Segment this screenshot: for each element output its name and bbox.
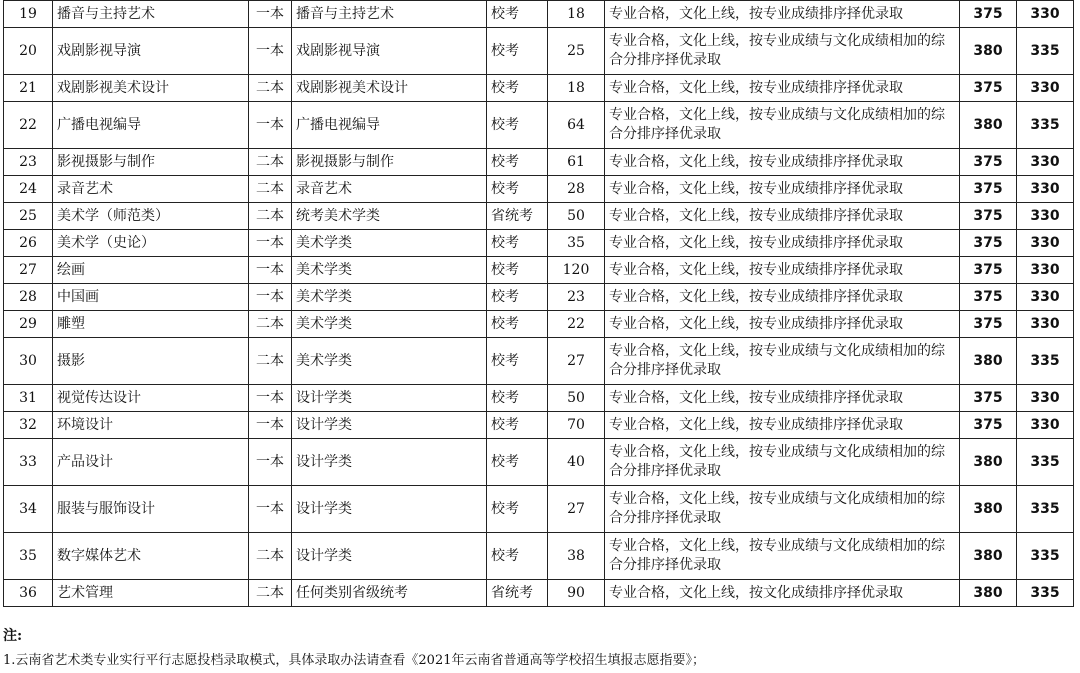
cell-s1: 375	[960, 412, 1017, 439]
table-row	[4, 257, 1074, 284]
table-row	[4, 439, 1074, 486]
cell-s2: 330	[1017, 1, 1074, 28]
table-row	[4, 230, 1074, 257]
cell-s2: 330	[1017, 75, 1074, 102]
cell-exam: 校考	[487, 439, 548, 486]
cell-plan: 90	[548, 580, 605, 607]
cell-rule: 专业合格，文化上线，按专业成绩排序择优录取	[605, 149, 960, 176]
cell-major: 美术学（史论）	[53, 230, 249, 257]
cell-exam: 校考	[487, 28, 548, 75]
cell-cat: 播音与主持艺术	[292, 1, 487, 28]
cell-major: 摄影	[53, 338, 249, 385]
cell-s2: 330	[1017, 385, 1074, 412]
notes-section	[3, 626, 1073, 672]
cell-s2: 330	[1017, 257, 1074, 284]
cell-exam: 校考	[487, 149, 548, 176]
table-row	[4, 385, 1074, 412]
cell-rule: 专业合格，文化上线，按专业成绩排序择优录取	[605, 412, 960, 439]
cell-s1: 375	[960, 385, 1017, 412]
cell-no: 19	[4, 1, 53, 28]
cell-no: 34	[4, 486, 53, 533]
table-row	[4, 580, 1074, 607]
table-row	[4, 28, 1074, 75]
cell-no: 33	[4, 439, 53, 486]
cell-no: 23	[4, 149, 53, 176]
cell-s2: 335	[1017, 580, 1074, 607]
cell-rule: 专业合格，文化上线，按专业成绩与文化成绩相加的综合分排序择优录取	[605, 439, 960, 486]
cell-no: 24	[4, 176, 53, 203]
cell-no: 27	[4, 257, 53, 284]
cell-no: 31	[4, 385, 53, 412]
cell-s2: 335	[1017, 486, 1074, 533]
cell-rule: 专业合格，文化上线，按专业成绩排序择优录取	[605, 257, 960, 284]
cell-rule: 专业合格，文化上线，按专业成绩与文化成绩相加的综合分排序择优录取	[605, 486, 960, 533]
cell-exam: 校考	[487, 176, 548, 203]
cell-rule: 专业合格，文化上线，按专业成绩排序择优录取	[605, 1, 960, 28]
cell-cat: 美术学类	[292, 284, 487, 311]
table-row	[4, 149, 1074, 176]
cell-plan: 50	[548, 385, 605, 412]
cell-rule: 专业合格，文化上线，按专业成绩排序择优录取	[605, 75, 960, 102]
cell-s2: 330	[1017, 311, 1074, 338]
cell-cat: 录音艺术	[292, 176, 487, 203]
cell-rule: 专业合格，文化上线，按专业成绩与文化成绩相加的综合分排序择优录取	[605, 338, 960, 385]
cell-batch: 二本	[249, 311, 292, 338]
cell-no: 32	[4, 412, 53, 439]
cell-rule: 专业合格，文化上线，按专业成绩排序择优录取	[605, 230, 960, 257]
cell-plan: 25	[548, 28, 605, 75]
cell-no: 36	[4, 580, 53, 607]
cell-plan: 28	[548, 176, 605, 203]
cell-major: 视觉传达设计	[53, 385, 249, 412]
cell-no: 22	[4, 102, 53, 149]
cell-s2: 335	[1017, 439, 1074, 486]
cell-exam: 校考	[487, 102, 548, 149]
cell-cat: 戏剧影视导演	[292, 28, 487, 75]
table-body	[4, 1, 1074, 607]
table-row	[4, 533, 1074, 580]
cell-plan: 35	[548, 230, 605, 257]
cell-major: 服装与服饰设计	[53, 486, 249, 533]
cell-exam: 省统考	[487, 580, 548, 607]
cell-no: 30	[4, 338, 53, 385]
cell-rule: 专业合格，文化上线，按专业成绩排序择优录取	[605, 284, 960, 311]
cell-rule: 专业合格，文化上线，按专业成绩与文化成绩相加的综合分排序择优录取	[605, 533, 960, 580]
cell-plan: 18	[548, 75, 605, 102]
notes-title: 注:	[3, 628, 23, 644]
cell-no: 25	[4, 203, 53, 230]
cell-s1: 380	[960, 533, 1017, 580]
cell-s1: 375	[960, 149, 1017, 176]
cell-exam: 校考	[487, 486, 548, 533]
cell-major: 播音与主持艺术	[53, 1, 249, 28]
cell-no: 21	[4, 75, 53, 102]
cell-s1: 380	[960, 486, 1017, 533]
cell-s1: 380	[960, 439, 1017, 486]
table-row	[4, 1, 1074, 28]
cell-batch: 一本	[249, 385, 292, 412]
cell-no: 26	[4, 230, 53, 257]
table-row	[4, 176, 1074, 203]
cell-major: 录音艺术	[53, 176, 249, 203]
cell-s1: 375	[960, 284, 1017, 311]
cell-s2: 335	[1017, 28, 1074, 75]
cell-s2: 330	[1017, 412, 1074, 439]
cell-rule: 专业合格，文化上线，按文化成绩排序择优录取	[605, 580, 960, 607]
cell-s2: 335	[1017, 338, 1074, 385]
cell-s1: 380	[960, 102, 1017, 149]
cell-batch: 二本	[249, 338, 292, 385]
cell-cat: 设计学类	[292, 533, 487, 580]
cell-major: 雕塑	[53, 311, 249, 338]
cell-s1: 380	[960, 580, 1017, 607]
cell-batch: 二本	[249, 203, 292, 230]
admission-table	[3, 0, 1074, 607]
cell-rule: 专业合格，文化上线，按专业成绩排序择优录取	[605, 311, 960, 338]
cell-s1: 380	[960, 28, 1017, 75]
cell-rule: 专业合格，文化上线，按专业成绩与文化成绩相加的综合分排序择优录取	[605, 102, 960, 149]
cell-plan: 27	[548, 486, 605, 533]
cell-plan: 40	[548, 439, 605, 486]
cell-exam: 校考	[487, 311, 548, 338]
cell-rule: 专业合格，文化上线，按专业成绩排序择优录取	[605, 176, 960, 203]
cell-s1: 375	[960, 230, 1017, 257]
cell-s1: 375	[960, 1, 1017, 28]
cell-batch: 一本	[249, 1, 292, 28]
cell-plan: 23	[548, 284, 605, 311]
cell-exam: 校考	[487, 1, 548, 28]
cell-exam: 校考	[487, 533, 548, 580]
cell-s1: 375	[960, 203, 1017, 230]
cell-plan: 120	[548, 257, 605, 284]
cell-batch: 二本	[249, 533, 292, 580]
cell-s2: 330	[1017, 230, 1074, 257]
cell-major: 产品设计	[53, 439, 249, 486]
table-row	[4, 284, 1074, 311]
table-row	[4, 102, 1074, 149]
cell-major: 环境设计	[53, 412, 249, 439]
cell-batch: 二本	[249, 176, 292, 203]
cell-batch: 一本	[249, 284, 292, 311]
cell-major: 绘画	[53, 257, 249, 284]
cell-exam: 省统考	[487, 203, 548, 230]
cell-cat: 设计学类	[292, 486, 487, 533]
cell-cat: 设计学类	[292, 385, 487, 412]
cell-s2: 330	[1017, 203, 1074, 230]
cell-no: 20	[4, 28, 53, 75]
cell-plan: 70	[548, 412, 605, 439]
cell-s1: 375	[960, 311, 1017, 338]
cell-plan: 61	[548, 149, 605, 176]
cell-cat: 美术学类	[292, 257, 487, 284]
table-row	[4, 486, 1074, 533]
cell-rule: 专业合格，文化上线，按专业成绩与文化成绩相加的综合分排序择优录取	[605, 28, 960, 75]
cell-no: 35	[4, 533, 53, 580]
cell-cat: 美术学类	[292, 230, 487, 257]
table-row	[4, 412, 1074, 439]
cell-s2: 335	[1017, 102, 1074, 149]
cell-batch: 二本	[249, 149, 292, 176]
table-row	[4, 75, 1074, 102]
cell-major: 艺术管理	[53, 580, 249, 607]
cell-s1: 380	[960, 338, 1017, 385]
cell-batch: 一本	[249, 486, 292, 533]
cell-s2: 330	[1017, 284, 1074, 311]
cell-rule: 专业合格，文化上线，按专业成绩排序择优录取	[605, 385, 960, 412]
cell-plan: 22	[548, 311, 605, 338]
cell-plan: 38	[548, 533, 605, 580]
cell-s2: 330	[1017, 176, 1074, 203]
cell-exam: 校考	[487, 75, 548, 102]
cell-cat: 戏剧影视美术设计	[292, 75, 487, 102]
cell-cat: 影视摄影与制作	[292, 149, 487, 176]
cell-cat: 任何类别省级统考	[292, 580, 487, 607]
cell-cat: 设计学类	[292, 439, 487, 486]
cell-batch: 一本	[249, 102, 292, 149]
cell-major: 广播电视编导	[53, 102, 249, 149]
cell-exam: 校考	[487, 412, 548, 439]
table-row	[4, 203, 1074, 230]
cell-exam: 校考	[487, 257, 548, 284]
cell-plan: 50	[548, 203, 605, 230]
cell-batch: 二本	[249, 75, 292, 102]
cell-plan: 18	[548, 1, 605, 28]
cell-major: 中国画	[53, 284, 249, 311]
cell-major: 影视摄影与制作	[53, 149, 249, 176]
cell-exam: 校考	[487, 230, 548, 257]
cell-batch: 一本	[249, 439, 292, 486]
cell-exam: 校考	[487, 338, 548, 385]
cell-major: 数字媒体艺术	[53, 533, 249, 580]
cell-major: 戏剧影视美术设计	[53, 75, 249, 102]
cell-batch: 一本	[249, 230, 292, 257]
cell-s1: 375	[960, 75, 1017, 102]
cell-s1: 375	[960, 176, 1017, 203]
cell-s1: 375	[960, 257, 1017, 284]
cell-major: 美术学（师范类）	[53, 203, 249, 230]
cell-no: 29	[4, 311, 53, 338]
cell-plan: 64	[548, 102, 605, 149]
cell-cat: 统考美术学类	[292, 203, 487, 230]
table-row	[4, 338, 1074, 385]
cell-rule: 专业合格，文化上线，按专业成绩排序择优录取	[605, 203, 960, 230]
cell-batch: 一本	[249, 412, 292, 439]
table-row	[4, 311, 1074, 338]
cell-cat: 广播电视编导	[292, 102, 487, 149]
cell-s2: 330	[1017, 149, 1074, 176]
cell-plan: 27	[548, 338, 605, 385]
cell-batch: 一本	[249, 257, 292, 284]
cell-batch: 二本	[249, 580, 292, 607]
cell-exam: 校考	[487, 385, 548, 412]
cell-batch: 一本	[249, 28, 292, 75]
cell-cat: 美术学类	[292, 338, 487, 385]
cell-exam: 校考	[487, 284, 548, 311]
cell-cat: 美术学类	[292, 311, 487, 338]
cell-cat: 设计学类	[292, 412, 487, 439]
cell-s2: 335	[1017, 533, 1074, 580]
cell-no: 28	[4, 284, 53, 311]
cell-major: 戏剧影视导演	[53, 28, 249, 75]
note-line-1: 1.云南省艺术类专业实行平行志愿投档录取模式，具体录取办法请查看《2021年云南省普通高等学校招生填报志愿指要》；	[3, 653, 705, 668]
